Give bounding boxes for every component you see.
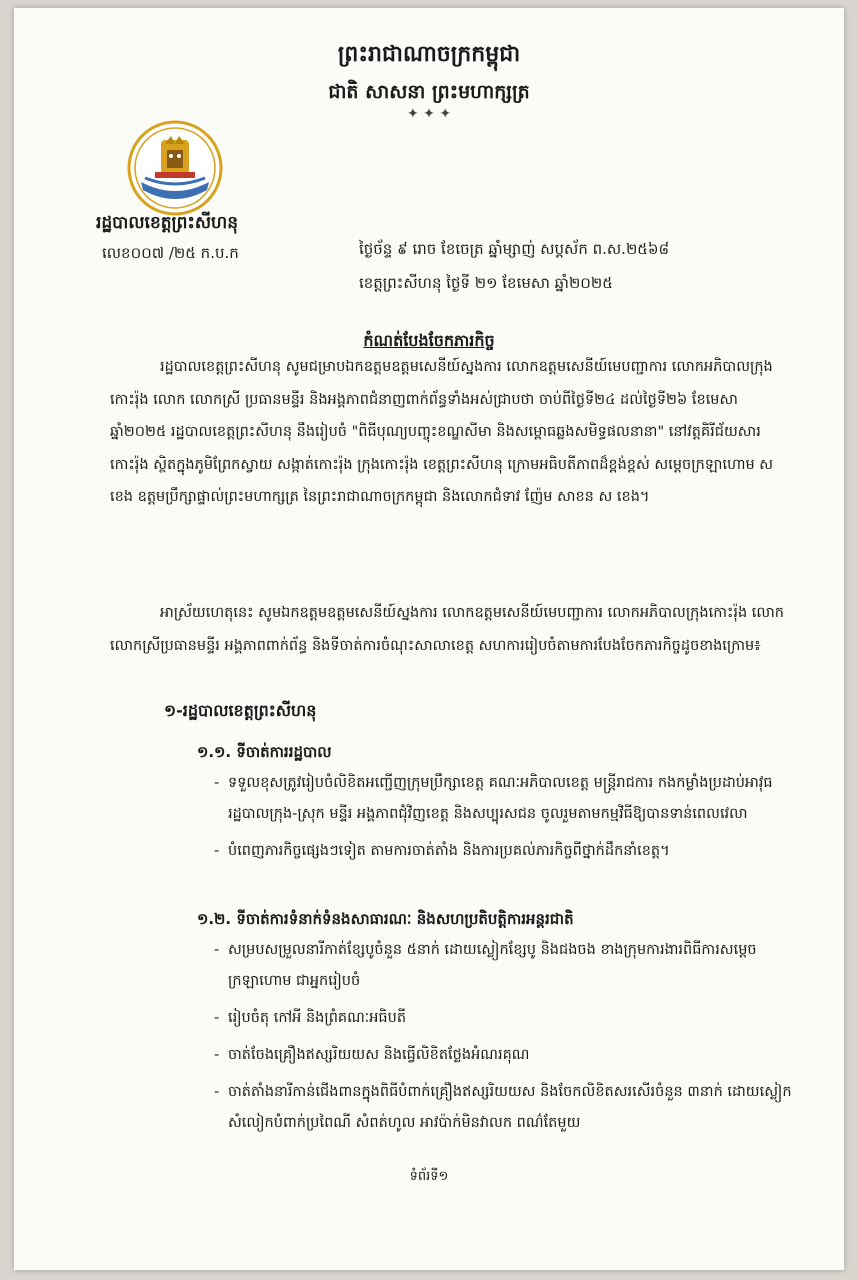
subsection-1-list xyxy=(214,768,794,873)
document-page xyxy=(14,8,844,1270)
list-item: - បំពេញភារកិច្ចផ្សេងៗទៀត តាមការចាត់តាំង និងការប្រគល់ភារកិច្ចពីថ្នាក់ដឹកនាំខេត្ត។ xyxy=(214,836,794,867)
solar-date: ខេត្តព្រះសីហនុ ថ្ងៃទី ២១ ខែមេសា ឆ្នាំ២០២៥ xyxy=(359,274,613,292)
subsection-2-list xyxy=(214,935,794,1145)
section-heading: ១-រដ្ឋបាលខេត្តព្រះសីហនុ xyxy=(164,701,317,720)
national-motto: ជាតិ សាសនា ព្រះមហាក្សត្រ xyxy=(328,81,530,103)
header-ornament: ✦ ✦ ✦ xyxy=(406,106,452,122)
body-paragraph-1 xyxy=(110,351,790,514)
issuing-office: រដ្ឋបាលខេត្តព្រះសីហនុ xyxy=(96,213,239,233)
subsection-heading-1: ១.១. ទីចាត់ការរដ្ឋបាល xyxy=(197,743,332,761)
body-paragraph-2 xyxy=(110,597,790,662)
page-number: ទំព័រទី១ xyxy=(409,1169,449,1184)
list-item: - សម្របសម្រួលនារីកាត់ខ្សែបូចំនួន ៥នាក់ ដោយស្លៀកខ្សែបូ និងជងចង ខាងក្រុមការងារពិធីការសម្តេចក្រឡាហោម ជាអ្នករៀបចំ xyxy=(214,935,794,997)
paragraph-text: រដ្ឋបាលខេត្តព្រះសីហនុ សូមជម្រាបឯកឧត្តមឧត្តមសេនីយ៍ស្នងការ លោកឧត្តមសេនីយ៍មេបញ្ជាការ លោកអភិបាលក្រុងកោះរ៉ុង លោក លោកស្រី ប្រធានមន្ទីរ និងអង្គភាពជំនាញពាក់ព័ន្ធទាំងអស់ជ្រាបថា ចាប់ពីថ្ងៃទី២៤ ដល់ថ្ងៃទី២៦ ខែមេសា ឆ្នាំ២០២៥ រដ្ឋបាលខេត្តព្រះសីហនុ នឹងរៀបចំ "ពិធីបុណ្យបញ្ចុះខណ្ឌសីមា និងសម្ពោធឆ្លងសមិទ្ធផលនានា" នៅវត្តគិរីជ័យសារ កោះរ៉ុង ស្ថិតក្នុងភូមិព្រែកស្វាយ សង្កាត់កោះរ៉ុង ក្រុងកោះរ៉ុង ខេត្តព្រះសីហនុ ក្រោមអធិបតីភាពដ៏ខ្ពង់ខ្ពស់ សម្តេចក្រឡាហោម ស ខេង ឧត្តមប្រឹក្សាផ្ទាល់ព្រះមហាក្សត្រ នៃព្រះរាជាណាចក្រកម្ពុជា និងលោកជំទាវ ញ៉ែម សាខន ស ខេង។ xyxy=(110,359,774,505)
list-item: - រៀបចំតុ កៅអី និងព្រំគណៈអធិបតី xyxy=(214,1003,794,1034)
list-item: - ចាត់តាំងនារីកាន់ជើងពានក្នុងពិធីបំពាក់គ្រឿងឥស្សរិយយស និងចែកលិខិតសរសើរចំនួន ៣នាក់ ដោយស្លៀកសំលៀកបំពាក់ប្រពៃណី សំពត់ហូល អាវប៉ាក់មិនវាលក ពណ៌តែមួយ xyxy=(214,1077,794,1139)
document-title: កំណត់បែងចែកភារកិច្ច xyxy=(363,331,495,350)
list-item: - ចាត់ចែងគ្រឿងឥស្សរិយយស និងធ្វើលិខិតថ្លែងអំណរគុណ xyxy=(214,1040,794,1071)
kingdom-title: ព្រះរាជាណាចក្រកម្ពុជា xyxy=(337,42,521,67)
provincial-seal-icon xyxy=(127,120,223,216)
paragraph-text: អាស្រ័យហេតុនេះ សូមឯកឧត្តមឧត្តមសេនីយ៍ស្នងការ លោកឧត្តមសេនីយ៍មេបញ្ជាការ លោកអភិបាលក្រុងកោះរ៉ុង លោក លោកស្រីប្រធានមន្ទីរ អង្គភាពពាក់ព័ន្ធ និងទីចាត់ការចំណុះសាលាខេត្ត សហការរៀបចំតាមការបែងចែកភារកិច្ចដូចខាងក្រោម៖ xyxy=(110,605,784,654)
list-item: - ទទួលខុសត្រូវរៀបចំលិខិតអញ្ជើញក្រុមប្រឹក្សាខេត្ត គណៈអភិបាលខេត្ត មន្ត្រីរាជការ កងកម្លាំងប្រដាប់អាវុធ រដ្ឋបាលក្រុង-ស្រុក មន្ទីរ អង្គភាពជុំវិញខេត្ត និងសប្បុរសជន ចូលរួមតាមកម្មវិធីឱ្យបានទាន់ពេលវេលា xyxy=(214,768,794,830)
reference-number: លេខ០០៧ /២៥ ក.ប.ក xyxy=(102,244,239,262)
subsection-heading-2: ១.២. ទីចាត់ការទំនាក់ទំនងសាធារណៈ និងសហប្រតិបត្តិការអន្តរជាតិ xyxy=(197,910,574,928)
lunar-date: ថ្ងៃច័ន្ទ ៩ រោច ខែចេត្រ ឆ្នាំម្សាញ់ សប្តស័ក ព.ស.២៥៦៨ xyxy=(359,240,670,258)
